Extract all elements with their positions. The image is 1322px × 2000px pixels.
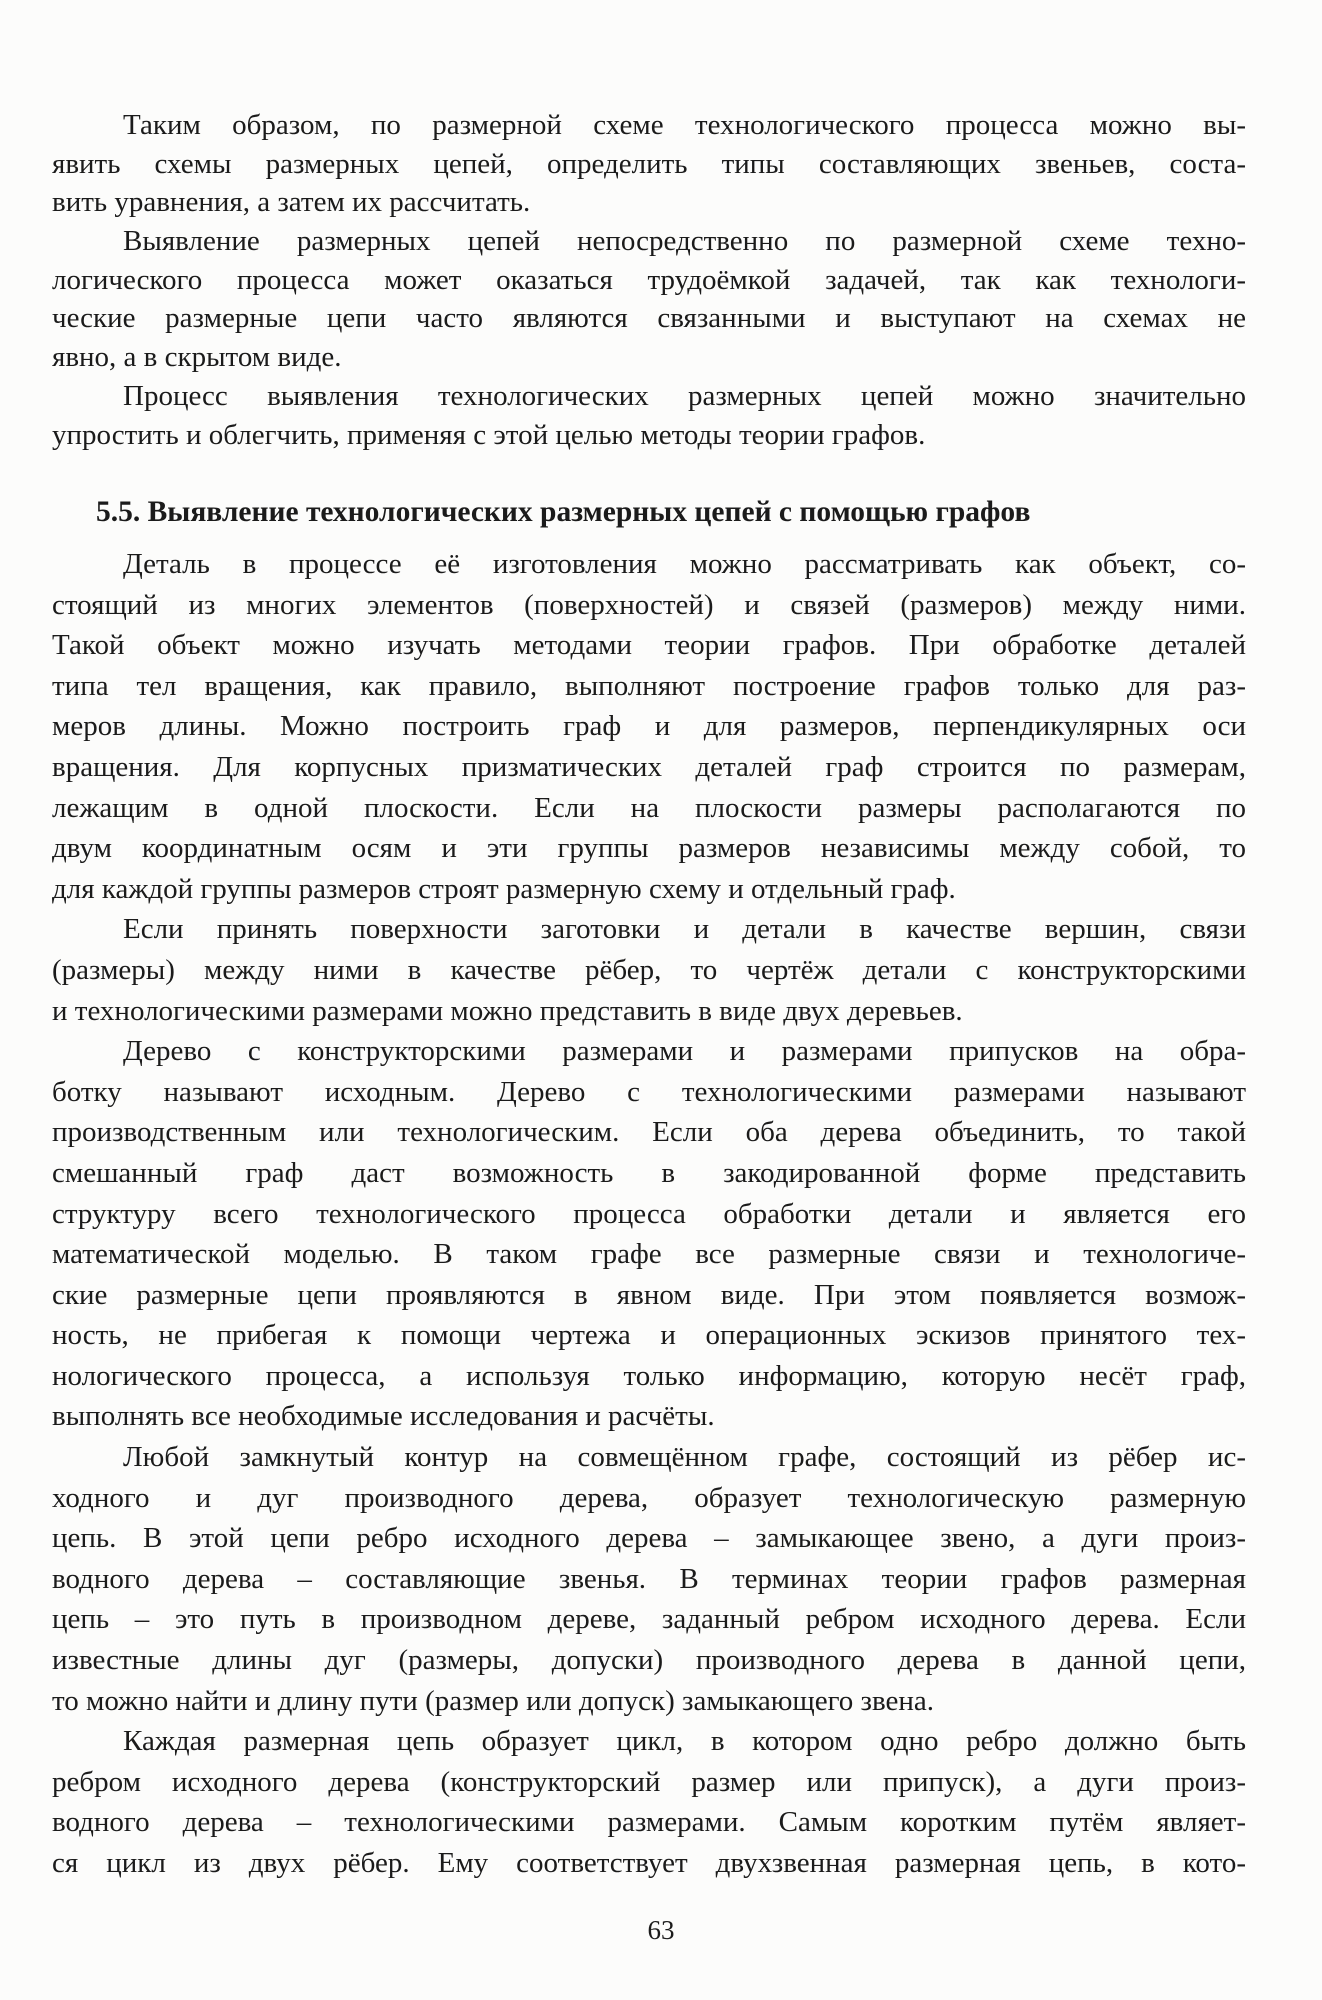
paragraph-line: смешанный граф даст возможность в закодированной форме представить (52, 1156, 1246, 1189)
paragraph-line: нологического процесса, а используя только информацию, которую несёт граф, (52, 1359, 1246, 1392)
paragraph-line: Таким образом, по размерной схеме технологического процесса можно вы- (123, 109, 1246, 141)
paragraph-line: упростить и облегчить, применяя с этой целью методы теории графов. (52, 418, 926, 451)
paragraph-line: Выявление размерных цепей непосредственно по размерной схеме техно- (123, 225, 1246, 258)
paragraph-line: Такой объект можно изучать методами теории графов. При обработке деталей (52, 629, 1246, 662)
paragraph-line: Деталь в процессе её изготовления можно рассматривать как объект, со- (123, 548, 1246, 580)
paragraph-line: двум координатным осям и эти группы размеров независимы между собой, то (52, 832, 1246, 865)
paragraph-line: явить схемы размерных цепей, определить типы составляющих звеньев, соста- (52, 147, 1246, 180)
paragraph-line: ся цикл из двух рёбер. Ему соответствует двухзвенная размерная цепь, в кото- (52, 1847, 1246, 1879)
paragraph-line: структуру всего технологического процесса обработки детали и является его (52, 1197, 1246, 1230)
paragraph-line: и технологическими размерами можно представить в виде двух деревьев. (52, 994, 963, 1027)
paragraph-line: цепь. В этой цепи ребро исходного дерева – замыкающее звено, а дуги произ- (52, 1522, 1246, 1555)
paragraph-line: ские размерные цепи проявляются в явном виде. При этом появляется возмож- (52, 1278, 1246, 1311)
paragraph-line: Каждая размерная цепь образует цикл, в котором одно ребро должно быть (123, 1725, 1246, 1758)
paragraph-line: вращения. Для корпусных призматических деталей граф строится по размерам, (52, 750, 1246, 783)
paragraph-line: то можно найти и длину пути (размер или допуск) замыкающего звена. (52, 1684, 934, 1717)
paragraph-line: стоящий из многих элементов (поверхностей) и связей (размеров) между ними. (52, 588, 1246, 621)
paragraph-line: явно, а в скрытом виде. (52, 341, 342, 374)
paragraph-line: водного дерева – составляющие звенья. В терминах теории графов размерная (52, 1562, 1246, 1595)
paragraph-line: вить уравнения, а затем их рассчитать. (52, 186, 531, 219)
paragraph-line: (размеры) между ними в качестве рёбер, то чертёж детали с конструкторскими (52, 953, 1246, 986)
text-block-intro (52, 106, 1246, 454)
section-heading: 5.5. Выявление технологических размерных цепей с помощью графов (96, 496, 1031, 528)
paragraph-line: лежащим в одной плоскости. Если на плоскости размеры располагаются по (52, 791, 1246, 824)
paragraph-line: известные длины дуг (размеры, допуски) производного дерева в данной цепи, (52, 1644, 1246, 1677)
paragraph-line: ребром исходного дерева (конструкторский размер или припуск), а дуги произ- (52, 1765, 1246, 1798)
paragraph-line: Процесс выявления технологических размерных цепей можно значительно (123, 379, 1246, 412)
paragraph-line: цепь – это путь в производном дереве, заданный ребром исходного дерева. Если (52, 1603, 1246, 1636)
paragraph-line: для каждой группы размеров строят размерную схему и отдельный граф. (52, 872, 956, 905)
page-number: 63 (647, 1915, 675, 1945)
paragraph-line: ходного и дуг производного дерева, образует технологическую размерную (52, 1481, 1246, 1514)
paragraph-line: водного дерева – технологическими размерами. Самым коротким путём являет- (52, 1806, 1246, 1839)
paragraph-line: Если принять поверхности заготовки и детали в качестве вершин, связи (123, 913, 1246, 946)
paragraph-line: выполнять все необходимые исследования и расчёты. (52, 1400, 715, 1433)
paragraph-line: ческие размерные цепи часто являются связанными и выступают на схемах не (52, 302, 1246, 335)
paragraph-line: математической моделью. В таком графе все размерные связи и технологиче- (52, 1238, 1246, 1271)
paragraph-line: типа тел вращения, как правило, выполняют построение графов только для раз- (52, 669, 1246, 702)
paragraph-line: Дерево с конструкторскими размерами и размерами припусков на обра- (123, 1035, 1246, 1068)
paragraph-line: производственным или технологическим. Если оба дерева объединить, то такой (52, 1116, 1246, 1149)
paragraph-line: логического процесса может оказаться трудоёмкой задачей, так как технологи- (52, 263, 1246, 296)
text-block-section (52, 544, 1246, 1884)
paragraph-line: Любой замкнутый контур на совмещённом графе, состоящий из рёбер ис- (123, 1441, 1246, 1474)
paragraph-line: ность, не прибегая к помощи чертежа и операционных эскизов принятого тех- (52, 1319, 1246, 1352)
paragraph-line: меров длины. Можно построить граф и для размеров, перпендикулярных оси (52, 710, 1246, 743)
paragraph-line: ботку называют исходным. Дерево с технологическими размерами называют (52, 1075, 1246, 1108)
